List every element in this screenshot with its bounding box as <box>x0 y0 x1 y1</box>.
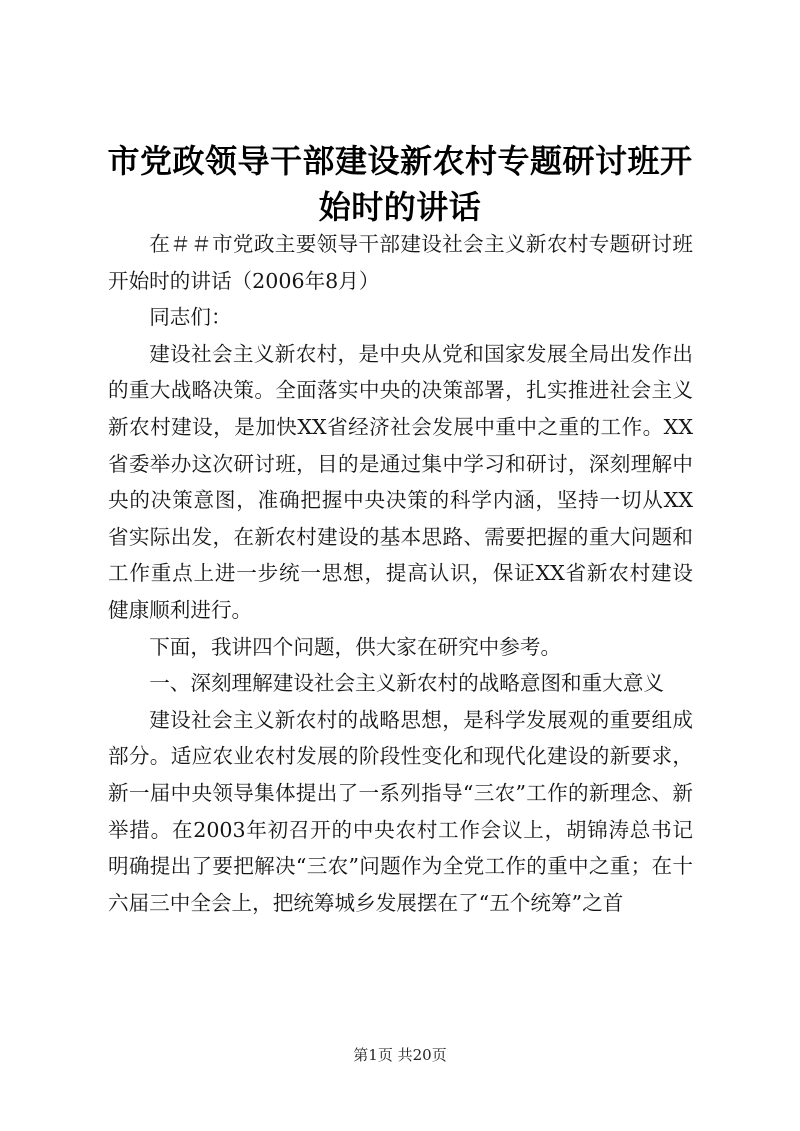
document-body <box>108 226 693 921</box>
paragraph-section-1: 建设社会主义新农村的战略思想，是科学发展观的重要组成部分。适应农业农村发展的阶段性变化和现代化建设的新要求，新一届中央领导集体提出了一系列指导“三农”工作的新理念、新举措。在2003年初召开的中央农村工作会议上，胡锦涛总书记明确提出了要把解决“三农”问题作为全党工作的重中之重；在十六届三中全会上，把统筹城乡发展摆在了“五个统筹”之首 <box>108 707 693 915</box>
section-heading-1: 一、深刻理解建设社会主义新农村的战略意图和重大意义 <box>149 671 665 696</box>
document-title: 市党政领导干部建设新农村专题研讨班开始时的讲话 <box>107 142 693 226</box>
paragraph-intro: 建设社会主义新农村，是中央从党和国家发展全局出发作出的重大战略决策。全面落实中央的决策部署，扎实推进社会主义新农村建设，是加快XX省经济社会发展中重中之重的工作。XX省委举办这次研讨班，目的是通过集中学习和研讨，深刻理解中央的决策意图，准确把握中央决策的科学内涵，坚持一切从XX省实际出发，在新农村建设的基本思路、需要把握的重大问题和工作重点上进一步统一思想，提高认识，保证XX省新农村建设健康顺利进行。 <box>108 341 693 622</box>
paragraph-heading-note: 在＃＃市党政主要领导干部建设社会主义新农村专题研讨班开始时的讲话（2006年8月） <box>108 232 693 293</box>
paragraph-salutation: 同志们： <box>149 305 232 330</box>
page-footer: 第1页 共20页 <box>353 1046 447 1064</box>
paragraph-outline: 下面，我讲四个问题，供大家在研究中参考。 <box>149 634 562 659</box>
